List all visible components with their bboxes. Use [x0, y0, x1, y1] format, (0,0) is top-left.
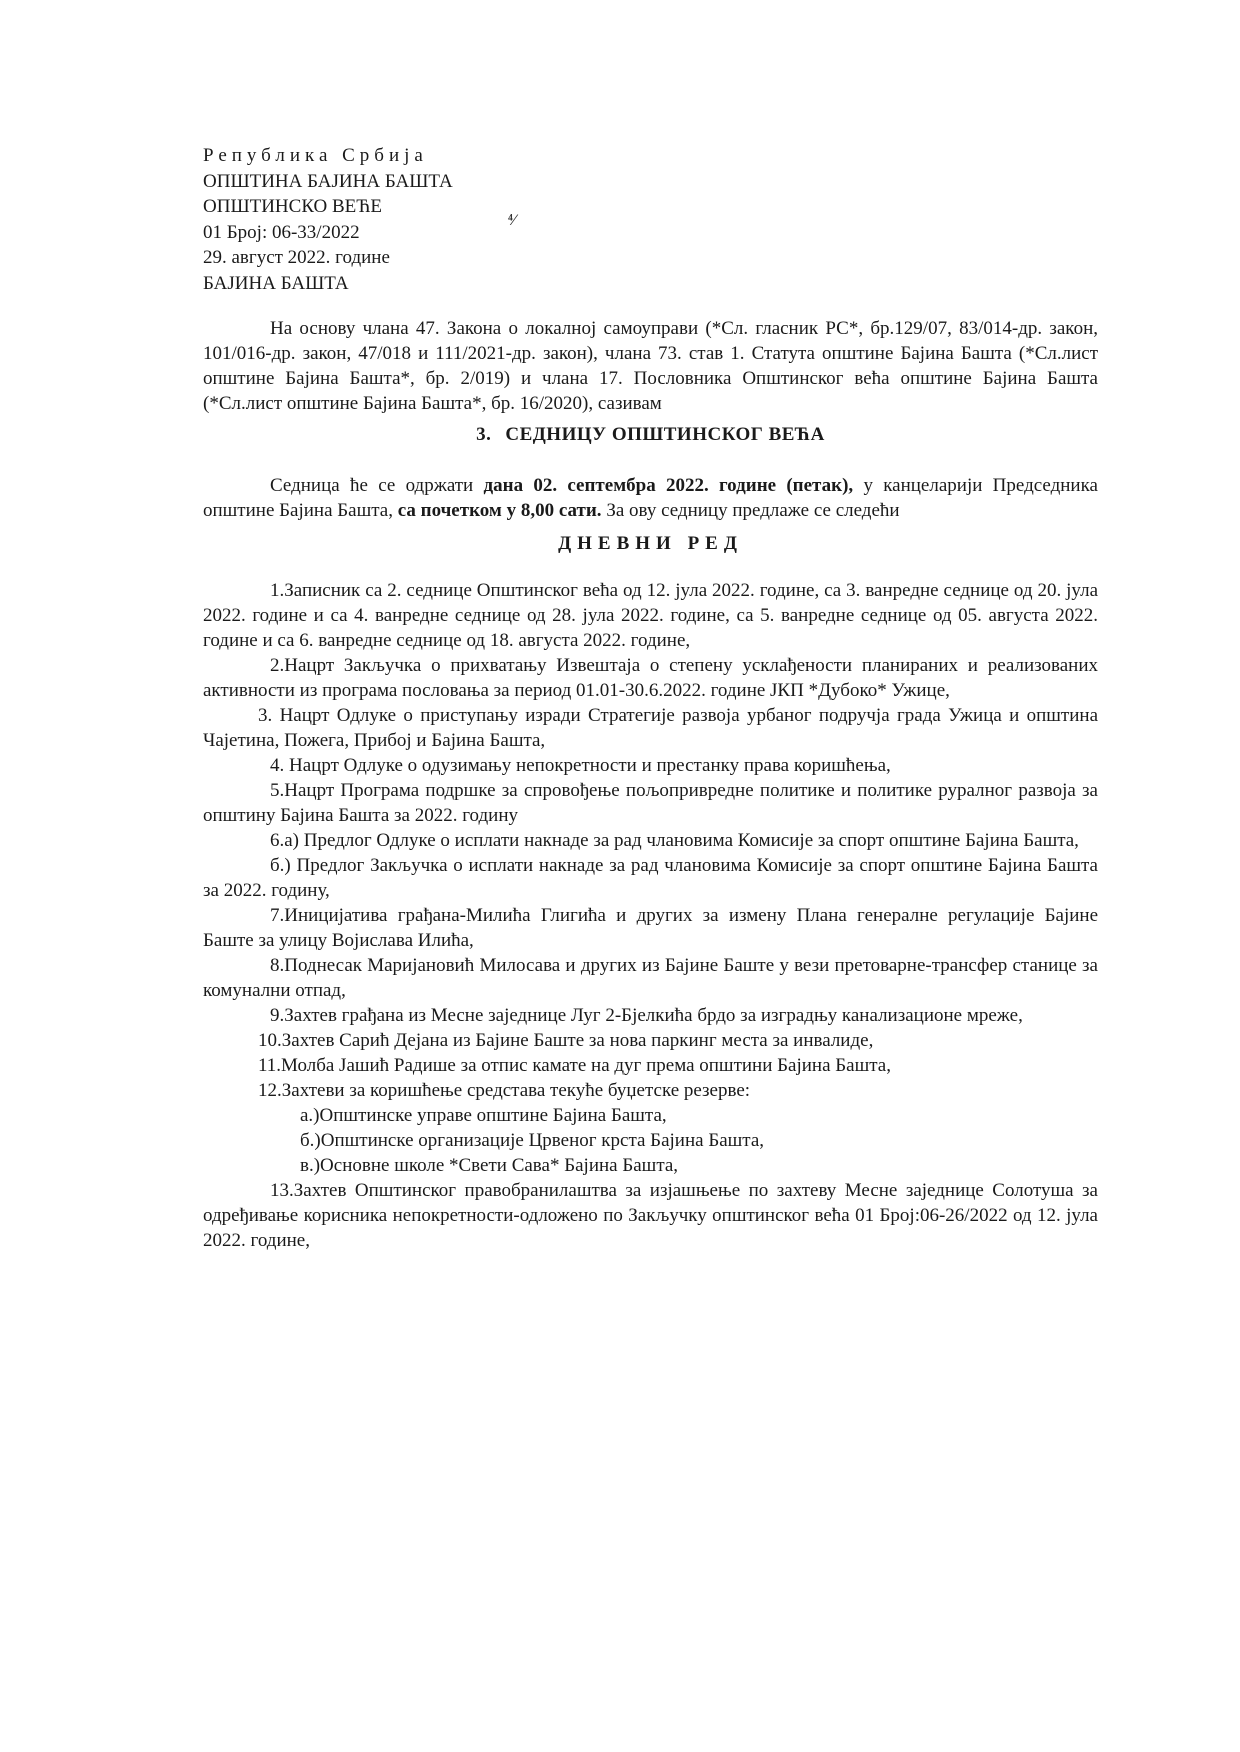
- country-name: Република Србија: [203, 145, 428, 166]
- session-time: са почетком у 8,00 сати.: [397, 500, 602, 521]
- agenda-item: 9.Захтев грађана из Месне заједнице Луг 2-Бјелкића брдо за изградњу канализационе мреже,: [270, 1005, 1023, 1026]
- document-header: [203, 143, 453, 296]
- agenda-item: 2.Нацрт Закључка о прихватању Извештаја о степену усклађености планираних и реализованих активности из програма пословања за период 01.01-30.6.2022. године ЈКП *Дубоко* Ужице,: [203, 655, 1098, 701]
- session-title-text: СЕДНИЦУ ОПШТИНСКОГ ВЕЋА: [505, 424, 825, 445]
- council-name: ОПШТИНСКО ВЕЋЕ: [203, 196, 382, 217]
- agenda-subitem: а.)Општинске управе општине Бајина Башта,: [300, 1105, 667, 1126]
- preamble-paragraph: На основу члана 47. Закона о локалној самоуправи (*Сл. гласник РС*, бр.129/07, 83/014-др. закон, 101/016-др. закон, 47/018 и 111/2021-др. закон), члана 73. став 1. Статута општине Бајина Башта (*Сл.лист општине Бајина Башта*, бр. 2/019) и члана 17. Пословника Општинског већа општине Бајина Башта (*Сл.лист општине Бајина Башта*, бр. 16/2020), сазивам: [203, 318, 1098, 414]
- agenda-item: 5.Нацрт Програма подршке за спровођење пољопривредне политике и политике руралног развоја за општину Бајина Башта за 2022. годину: [203, 780, 1098, 826]
- municipality-name: ОПШТИНА БАЈИНА БАШТА: [203, 170, 453, 192]
- scan-mark-icon: ⁴⁄: [508, 212, 516, 229]
- agenda-item: 3. Нацрт Одлуке о приступању изради Стратегије развоја урбаног подручја града Ужица и општина Чајетина, Пожега, Прибој и Бајина Башта,: [203, 705, 1098, 751]
- agenda-item: 10.Захтев Сарић Дејана из Бајине Баште за нова паркинг места за инвалиде,: [258, 1030, 874, 1051]
- agenda-title: ДНЕВНИ РЕД: [558, 533, 743, 554]
- agenda-item: 12.Захтеви за коришћење средстава текуће буџетске резерве:: [258, 1080, 751, 1101]
- agenda-item: б.) Предлог Закључка о исплати накнаде за рад члановима Комисије за спорт општине Бајина Башта за 2022. годину,: [203, 855, 1098, 901]
- agenda-subitem: в.)Основне школе *Свети Сава* Бајина Башта,: [300, 1155, 679, 1176]
- session-location: у канцеларији Председника општине Бајина Башта,: [203, 475, 1098, 521]
- reference-number: 01 Број: 06-33/2022: [203, 221, 360, 243]
- agenda-item: 6.а) Предлог Одлуке о исплати накнаде за рад члановима Комисије за спорт општине Бајина Башта,: [270, 830, 1079, 851]
- agenda-item: 8.Поднесак Маријановић Милосава и других из Бајине Баште у вези претоварне-трансфер станице за комунални отпад,: [203, 955, 1098, 1001]
- city-name: БАЈИНА БАШТА: [203, 272, 349, 294]
- agenda-list: [203, 578, 1098, 1253]
- agenda-subitem: б.)Општинске организације Црвеног крста Бајина Башта,: [300, 1130, 765, 1151]
- agenda-item: 4. Нацрт Одлуке о одузимању непокретности и престанку права коришћења,: [270, 755, 891, 776]
- session-info-lead: Седница ће се одржати: [270, 475, 484, 496]
- agenda-item: 13.Захтев Општинског правобранилаштва за изјашњење по захтеву Месне заједнице Солотуша за одређивање корисника непокретности-одложено по Закључку општинског већа 01 Број:06-26/2022 од 12. јула 2022. године,: [203, 1180, 1098, 1251]
- agenda-item: 1.Записник са 2. седнице Општинског већа од 12. јула 2022. године, са 3. ванредне седнице од 20. јула 2022. године и са 4. ванредне седнице од 28. јула 2022. године, са 5. ванредне седнице од 05. августа 2022. године и са 6. ванредне седнице од 18. августа 2022. године,: [203, 580, 1098, 651]
- session-title: [203, 422, 1098, 447]
- session-info-tail: За ову седницу предлаже се следећи: [601, 500, 900, 521]
- agenda-item: 11.Молба Јашић Радише за отпис камате на дуг према општини Бајина Башта,: [258, 1055, 891, 1076]
- session-info-paragraph: [203, 473, 1098, 523]
- session-number: 3.: [476, 424, 492, 445]
- agenda-item: 7.Иницијатива грађана-Милића Глигића и других за измену Плана генералне регулације Бајине Баште за улицу Војислава Илића,: [203, 905, 1098, 951]
- document-body: [203, 316, 1098, 1253]
- session-date: дана 02. септембра 2022. године (петак),: [483, 475, 854, 496]
- document-date: 29. август 2022. године: [203, 247, 390, 268]
